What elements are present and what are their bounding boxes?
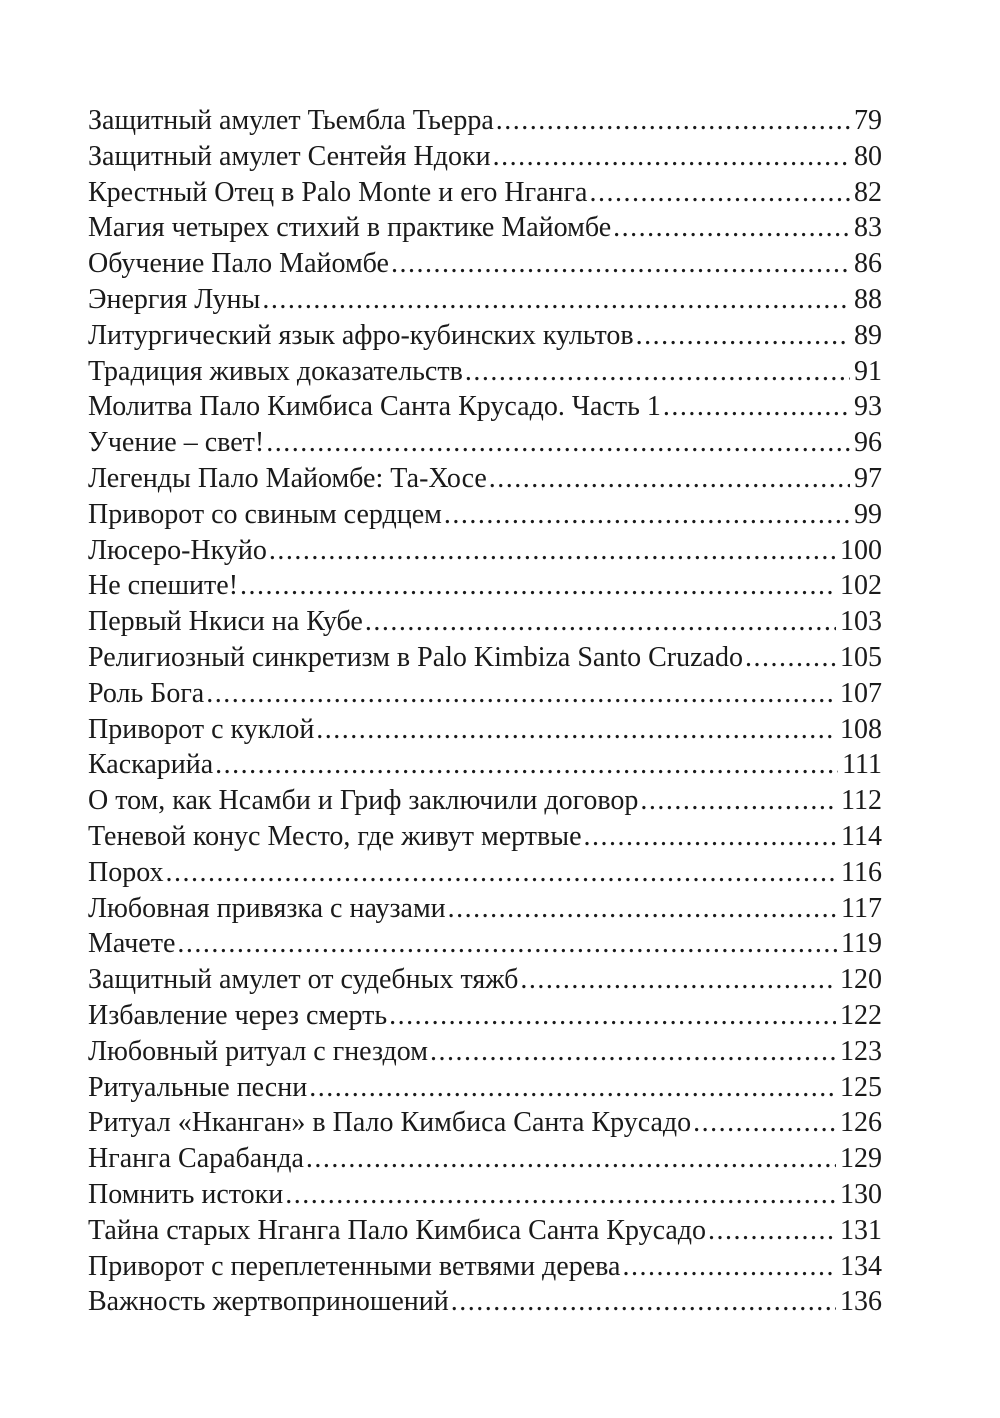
toc-entry-page-number: 114 bbox=[841, 820, 882, 852]
dot-leader bbox=[589, 175, 850, 211]
toc-entry-page-number: 82 bbox=[854, 176, 882, 208]
toc-entry-page-number: 79 bbox=[854, 105, 882, 136]
toc-entry-page-number: 123 bbox=[840, 1035, 882, 1067]
toc-entry-title: Нганга Сарабанда bbox=[88, 1143, 304, 1175]
toc-entry-title: Приворот с переплетенными ветвями дерева bbox=[88, 1250, 621, 1282]
toc-entry-page-number: 117 bbox=[841, 892, 882, 924]
dot-leader bbox=[693, 1105, 836, 1141]
dot-leader bbox=[391, 246, 850, 282]
dot-leader bbox=[430, 1034, 836, 1070]
toc-entry-page-number: 112 bbox=[841, 785, 882, 817]
dot-leader bbox=[622, 1249, 836, 1285]
toc-entry-title: О том, как Нсамби и Гриф заключили договор bbox=[88, 785, 639, 817]
dot-leader bbox=[389, 998, 836, 1034]
toc-entry-title: Учение – свет! bbox=[88, 427, 265, 459]
toc-entry-page-number: 80 bbox=[854, 140, 882, 172]
toc-entry bbox=[88, 1141, 882, 1177]
dot-leader bbox=[269, 533, 836, 569]
toc-entry-page-number: 134 bbox=[840, 1250, 882, 1282]
table-of-contents bbox=[88, 103, 882, 1320]
dot-leader bbox=[663, 389, 850, 425]
toc-entry-title: Порох bbox=[88, 856, 164, 888]
dot-leader bbox=[240, 568, 836, 604]
dot-leader bbox=[285, 1177, 836, 1213]
toc-entry-page-number: 103 bbox=[840, 606, 882, 638]
toc-entry-title: Люсеро-Нкуйо bbox=[88, 534, 267, 566]
toc-entry-page-number: 130 bbox=[840, 1178, 882, 1210]
toc-entry-page-number: 122 bbox=[840, 999, 882, 1031]
toc-entry-title: Теневой конус Место, где живут мертвые bbox=[88, 820, 582, 852]
toc-entry bbox=[88, 1070, 882, 1106]
dot-leader bbox=[306, 1141, 836, 1177]
dot-leader bbox=[584, 819, 838, 855]
toc-entry-page-number: 120 bbox=[840, 964, 882, 996]
toc-entry bbox=[88, 998, 882, 1034]
toc-entry-title: Крестный Отец в Palo Monte и его Нганга bbox=[88, 176, 588, 208]
toc-entry-page-number: 125 bbox=[840, 1071, 882, 1103]
toc-entry-page-number: 126 bbox=[840, 1107, 882, 1139]
dot-leader bbox=[215, 747, 838, 783]
toc-entry-page-number: 93 bbox=[854, 391, 882, 423]
toc-entry bbox=[88, 747, 882, 783]
toc-entry bbox=[88, 962, 882, 998]
toc-entry-title: Молитва Пало Кимбиса Санта Крусадо. Часть 1 bbox=[88, 391, 661, 423]
toc-entry bbox=[88, 461, 882, 497]
toc-entry-title: Первый Нкиси на Кубе bbox=[88, 606, 363, 638]
dot-leader bbox=[448, 891, 837, 927]
toc-entry-page-number: 100 bbox=[840, 534, 882, 566]
toc-entry bbox=[88, 676, 882, 712]
toc-entry-title: Приворот с куклой bbox=[88, 713, 315, 745]
toc-entry-title: Защитный амулет от судебных тяжб bbox=[88, 964, 519, 996]
toc-entry bbox=[88, 712, 882, 748]
toc-entry bbox=[88, 1213, 882, 1249]
toc-entry-page-number: 131 bbox=[840, 1214, 882, 1246]
dot-leader bbox=[451, 1284, 836, 1320]
toc-entry bbox=[88, 604, 882, 640]
toc-entry bbox=[88, 640, 882, 676]
toc-entry-title: Литургический язык афро-кубинских культов bbox=[88, 319, 634, 351]
toc-entry bbox=[88, 139, 882, 175]
toc-entry-title: Защитный амулет Сентейя Ндоки bbox=[88, 140, 491, 172]
toc-entry-title: Тайна старых Нганга Пало Кимбиса Санта Крусадо bbox=[88, 1214, 707, 1246]
toc-entry-page-number: 91 bbox=[854, 355, 882, 387]
toc-entry-title: Ритуальные песни bbox=[88, 1071, 308, 1103]
toc-entry-page-number: 129 bbox=[840, 1143, 882, 1175]
dot-leader bbox=[636, 318, 850, 354]
toc-entry-page-number: 108 bbox=[840, 713, 882, 745]
toc-entry-page-number: 102 bbox=[840, 570, 882, 602]
toc-entry-page-number: 116 bbox=[841, 856, 882, 888]
dot-leader bbox=[493, 139, 850, 175]
dot-leader bbox=[520, 962, 836, 998]
toc-entry-title: Важность жертвоприношений bbox=[88, 1286, 449, 1318]
toc-entry-page-number: 119 bbox=[841, 928, 882, 960]
dot-leader bbox=[266, 425, 850, 461]
toc-entry-title: Не спешите! bbox=[88, 570, 239, 602]
toc-entry bbox=[88, 210, 882, 246]
toc-entry bbox=[88, 891, 882, 927]
dot-leader bbox=[444, 497, 850, 533]
toc-entry bbox=[88, 855, 882, 891]
toc-entry bbox=[88, 1105, 882, 1141]
toc-entry-title: Защитный амулет Тьембла Тьерра bbox=[88, 105, 494, 136]
toc-entry-title: Магия четырех стихий в практике Майомбе bbox=[88, 212, 612, 244]
dot-leader bbox=[365, 604, 836, 640]
toc-entry bbox=[88, 497, 882, 533]
dot-leader bbox=[316, 712, 836, 748]
toc-entry-page-number: 99 bbox=[854, 498, 882, 530]
dot-leader bbox=[496, 103, 850, 139]
toc-entry bbox=[88, 389, 882, 425]
dot-leader bbox=[166, 855, 838, 891]
toc-entry-title: Избавление через смерть bbox=[88, 999, 388, 1031]
toc-entry bbox=[88, 318, 882, 354]
dot-leader bbox=[708, 1213, 836, 1249]
dot-leader bbox=[177, 926, 837, 962]
dot-leader bbox=[489, 461, 850, 497]
toc-entry-page-number: 97 bbox=[854, 462, 882, 494]
toc-entry-title: Каскарийа bbox=[88, 749, 214, 781]
toc-entry-title: Религиозный синкретизм в Palo Kimbiza Santo Cruzado bbox=[88, 641, 743, 673]
toc-entry-page-number: 111 bbox=[842, 749, 882, 781]
toc-entry bbox=[88, 533, 882, 569]
toc-entry-title: Приворот со свиным сердцем bbox=[88, 498, 442, 530]
toc-entry-title: Любовный ритуал с гнездом bbox=[88, 1035, 428, 1067]
toc-entry bbox=[88, 175, 882, 211]
toc-entry-page-number: 105 bbox=[840, 641, 882, 673]
toc-entry bbox=[88, 103, 882, 139]
toc-entry bbox=[88, 819, 882, 855]
toc-entry-title: Традиция живых доказательств bbox=[88, 355, 463, 387]
toc-entry-page-number: 88 bbox=[854, 283, 882, 315]
toc-entry bbox=[88, 783, 882, 819]
toc-entry-title: Обучение Пало Майомбе bbox=[88, 248, 389, 280]
toc-entry-title: Ритуал «Нканган» в Пало Кимбиса Санта Крусадо bbox=[88, 1107, 692, 1139]
toc-entry bbox=[88, 1034, 882, 1070]
dot-leader bbox=[613, 210, 850, 246]
toc-entry bbox=[88, 425, 882, 461]
toc-entry-title: Мачете bbox=[88, 928, 176, 960]
toc-entry-page-number: 86 bbox=[854, 248, 882, 280]
dot-leader bbox=[640, 783, 837, 819]
toc-entry-page-number: 107 bbox=[840, 677, 882, 709]
toc-entry bbox=[88, 1249, 882, 1285]
toc-entry bbox=[88, 354, 882, 390]
toc-entry-page-number: 136 bbox=[840, 1286, 882, 1318]
dot-leader bbox=[465, 354, 850, 390]
toc-entry bbox=[88, 282, 882, 318]
toc-entry-page-number: 89 bbox=[854, 319, 882, 351]
toc-entry bbox=[88, 568, 882, 604]
toc-entry-title: Помнить истоки bbox=[88, 1178, 284, 1210]
toc-entry bbox=[88, 246, 882, 282]
toc-entry bbox=[88, 926, 882, 962]
toc-entry-page-number: 83 bbox=[854, 212, 882, 244]
toc-entry bbox=[88, 1177, 882, 1213]
toc-entry-title: Роль Бога bbox=[88, 677, 205, 709]
dot-leader bbox=[206, 676, 836, 712]
toc-entry bbox=[88, 1284, 882, 1320]
toc-entry-title: Энергия Луны bbox=[88, 283, 261, 315]
toc-entry-title: Любовная привязка с наузами bbox=[88, 892, 446, 924]
dot-leader bbox=[309, 1070, 836, 1106]
dot-leader bbox=[745, 640, 836, 676]
toc-entry-page-number: 96 bbox=[854, 427, 882, 459]
dot-leader bbox=[262, 282, 850, 318]
toc-entry-title: Легенды Пало Майомбе: Та-Хосе bbox=[88, 462, 487, 494]
